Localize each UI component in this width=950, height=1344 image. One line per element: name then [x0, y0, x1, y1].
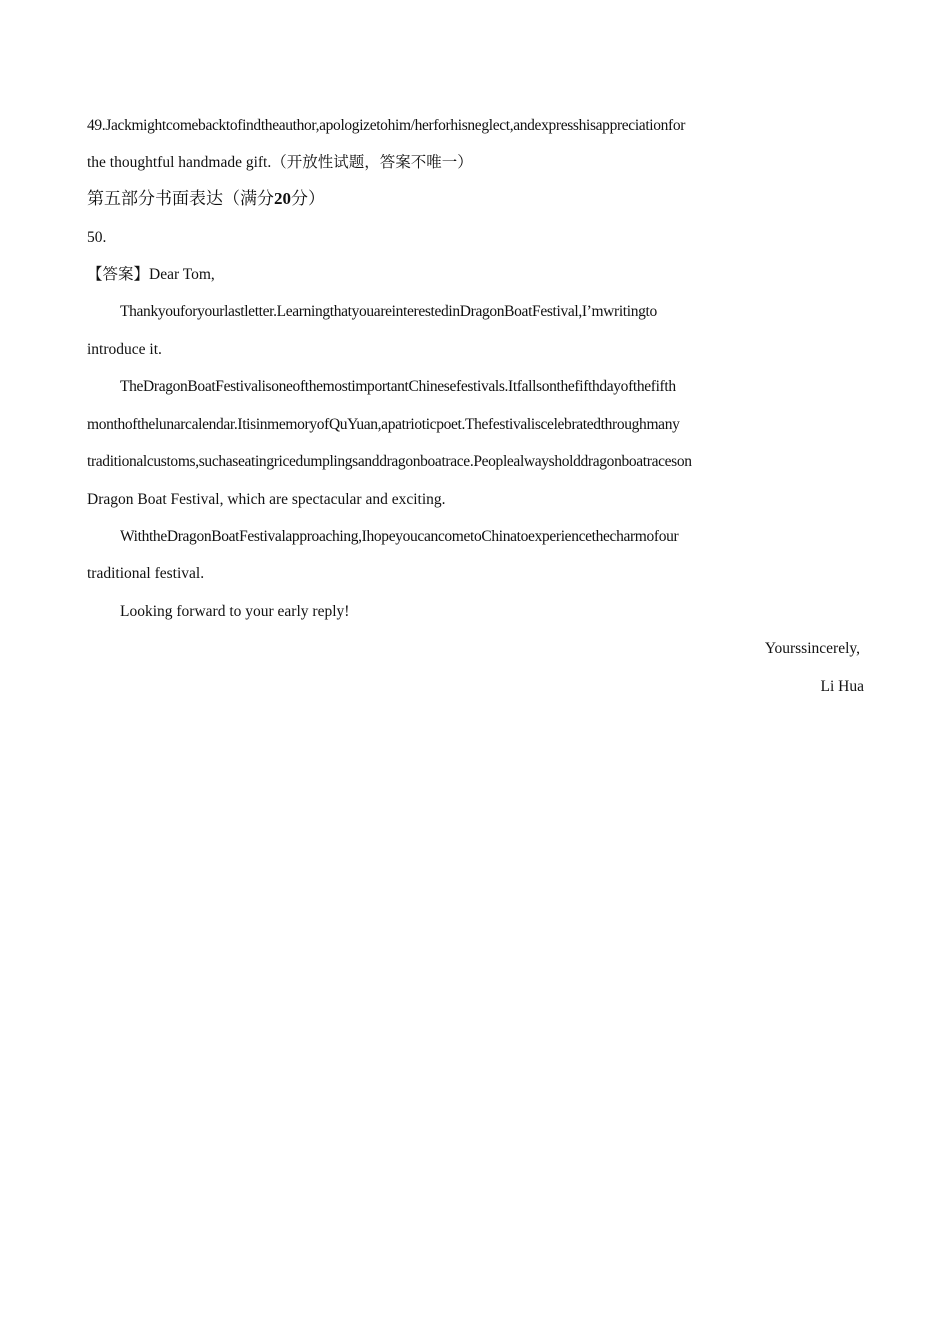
q49-answer-line-1: 49.Jackmightcomebacktofindtheauthor,apologizetohim/herforhisneglect,andexpresshisappreciationfor [87, 117, 686, 134]
paragraph-2-line-1: TheDragonBoatFestivalisoneofthemostimportantChinesefestivals.Itfallsonthefifthdayofthefifth [120, 378, 676, 395]
salutation: Dear Tom, [149, 266, 215, 283]
section-5-score: 20 [274, 189, 291, 208]
paragraph-3-line-2: traditional festival. [87, 565, 205, 582]
paragraph-4: Looking forward to your early reply! [120, 603, 350, 620]
q49-note: （开放性试题，答案不唯一） [271, 154, 473, 171]
q49-answer-line-2 [87, 153, 473, 173]
paragraph-1-line-1: Thankyouforyourlastletter.LearningthatyouareinterestedinDragonBoatFestival,I’mwritingto [120, 303, 657, 320]
letter-signature: Li Hua [820, 678, 864, 695]
paragraph-2-line-2: monthofthelunarcalendar.ItisinmemoryofQuYuan,apatrioticpoet.Thefestivaliscelebratedthroughmany [87, 416, 680, 433]
answer-salutation-line [87, 265, 215, 285]
answer-tag: 【答案】 [87, 266, 150, 283]
section-5-heading [87, 189, 325, 209]
question-50-number: 50. [87, 229, 107, 246]
paragraph-3-line-1: WiththeDragonBoatFestivalapproaching,IhopeyoucancometoChinatoexperiencethecharmofour [120, 528, 679, 545]
letter-closing: Yourssincerely, [764, 640, 860, 657]
paragraph-2-line-4: Dragon Boat Festival, which are spectacular and exciting. [87, 491, 446, 508]
section-5-suffix: 分） [291, 189, 325, 208]
q49-answer-text: the thoughtful handmade gift. [87, 154, 272, 171]
paragraph-2-line-3: traditionalcustoms,suchaseatingricedumplingsanddragonboatrace.Peoplealwaysholddragonboatraceson [87, 453, 692, 470]
paragraph-1-line-2: introduce it. [87, 341, 162, 358]
section-5-title: 第五部分书面表达（满分 [87, 189, 274, 208]
